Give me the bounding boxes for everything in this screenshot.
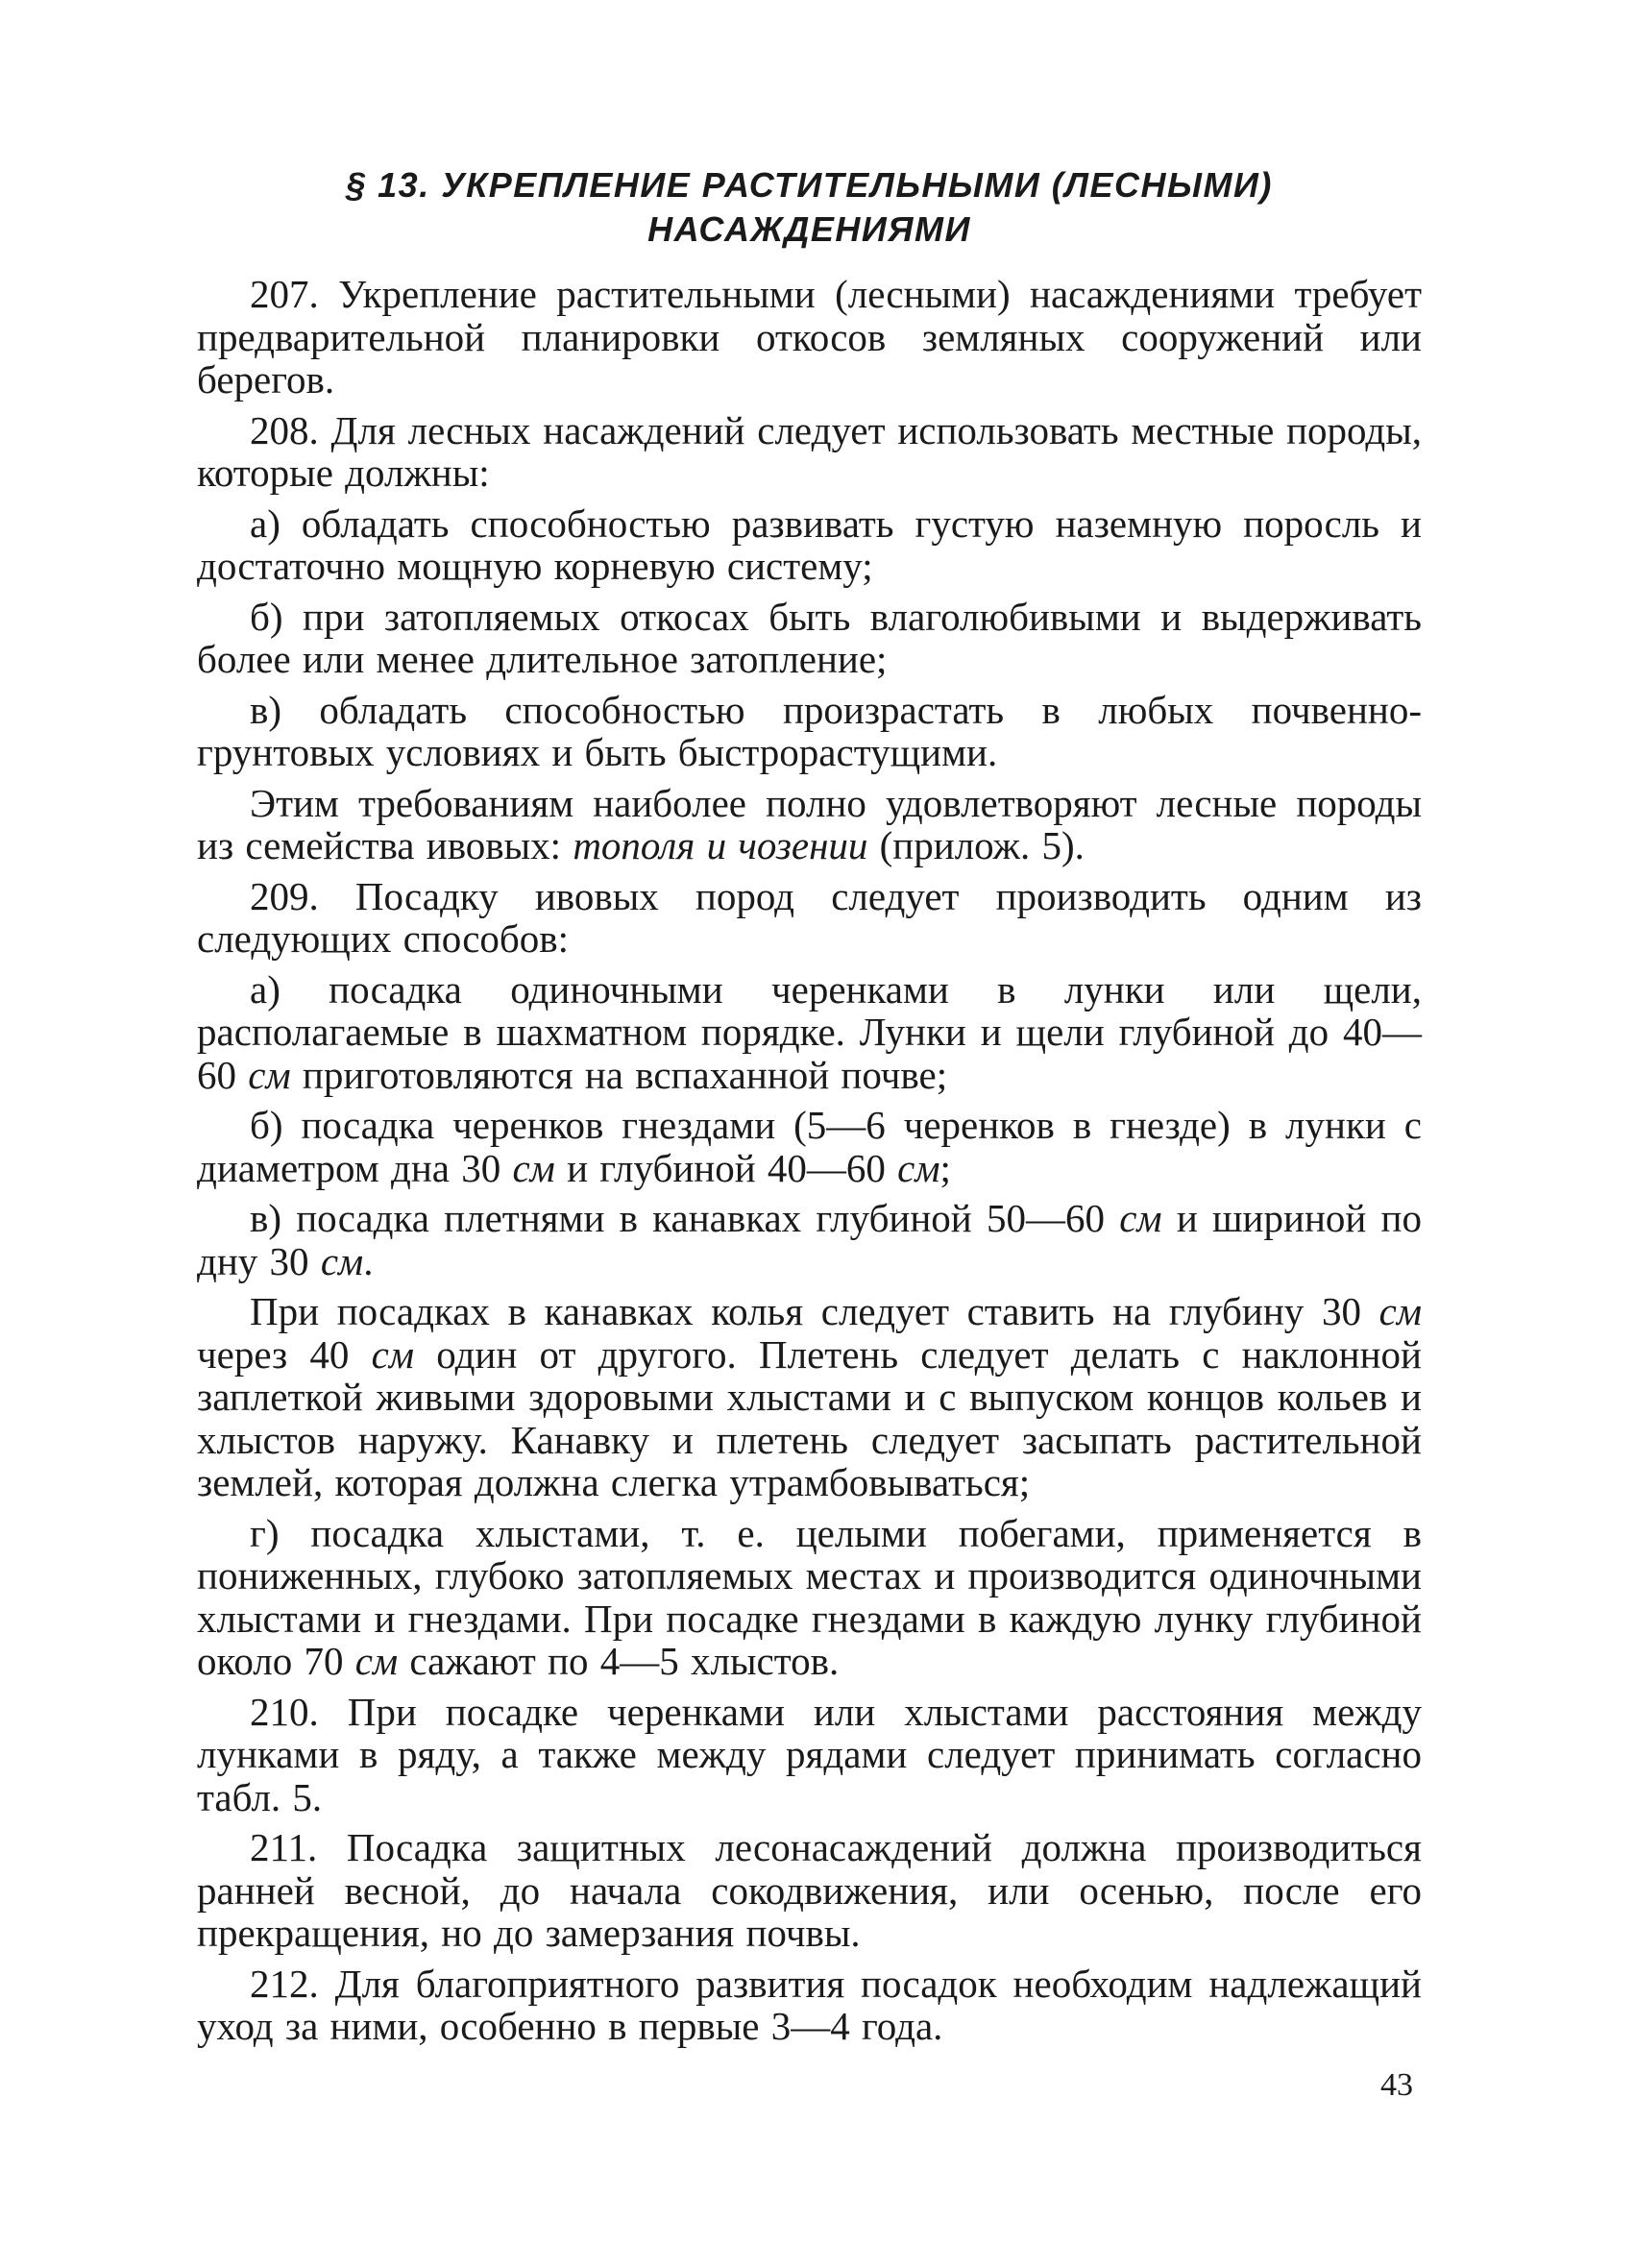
section-heading-line-2: НАСАЖДЕНИЯМИ bbox=[647, 209, 971, 249]
unit-cm: см bbox=[248, 1052, 291, 1097]
paragraph-209-a bbox=[197, 968, 1422, 1097]
text-run: и глубиной 40—60 bbox=[554, 1145, 898, 1190]
paragraph-212: 212. Для благоприятного развития посадок необходим надлежащий уход за ними, особенно в первые 3—4 года. bbox=[197, 1961, 1422, 2048]
italic-species: тополя и чозении bbox=[573, 823, 868, 867]
text-run: сажают по 4—5 хлыстов. bbox=[398, 1639, 840, 1683]
text-run: один от другого. Плетень следует делать с наклонной заплеткой живыми здоровыми хлыстами и с выпуском концов кольев и хлыстов наружу. Канавку и плетень следует засыпать растительной землей, которая должна слегка утрамбовываться; bbox=[197, 1331, 1422, 1504]
unit-cm: см bbox=[1378, 1289, 1422, 1333]
paragraph-211: 211. Посадка защитных лесонасаждений должна производиться ранней весной, до начала сокодвижения, или осенью, после его прекращения, но до замерзания почвы. bbox=[197, 1825, 1422, 1955]
page-number: 43 bbox=[1380, 2067, 1413, 2103]
text-run: через 40 bbox=[197, 1331, 372, 1377]
paragraph-210: 210. При посадке черенками или хлыстами расстояния между лунками в ряду, а также между рядами следует принимать согласно табл. 5. bbox=[197, 1689, 1422, 1819]
paragraph-208-b: б) при затопляемых откосах быть влаголюбивыми и выдерживать более или менее длительное затопление; bbox=[197, 594, 1422, 681]
unit-cm: см bbox=[320, 1238, 364, 1283]
text-run: приготовляются на вспаханной почве; bbox=[290, 1052, 948, 1097]
page-body bbox=[197, 163, 1422, 2056]
text-run: б) посадка черенков гнездами (5—6 черенков в гнезде) в лунки с диаметром дна 30 bbox=[197, 1103, 1422, 1190]
paragraph-207: 207. Укрепление растительными (лесными) насаждениями требует предварительной планировки откосов земляных сооружений или берегов. bbox=[197, 272, 1422, 402]
text-run: ; bbox=[939, 1145, 951, 1190]
paragraph-209-b bbox=[197, 1104, 1422, 1189]
text-run: г) посадка хлыстами, т. е. целыми побегами, применяется в пониженных, глубоко затопляемых местах и производится одиночными хлыстами и гнездами. При посадке гнездами в каждую лунку глубиной около 70 bbox=[197, 1510, 1422, 1683]
paragraph-208-summary bbox=[197, 782, 1422, 867]
paragraph-209-c bbox=[197, 1197, 1422, 1282]
paragraph-209: 209. Посадку ивовых пород следует производить одним из следующих способов: bbox=[197, 873, 1422, 961]
text-run: и шириной по дну 30 bbox=[197, 1196, 1422, 1283]
unit-cm: см bbox=[897, 1145, 940, 1190]
unit-cm: см bbox=[354, 1639, 399, 1683]
section-heading bbox=[197, 163, 1422, 252]
text-run: в) посадка плетнями в канавках глубиной 50—60 bbox=[250, 1196, 1120, 1240]
text-run: (прилож. 5). bbox=[867, 823, 1085, 867]
paragraph-209-d bbox=[197, 1512, 1422, 1683]
text-run: Этим требованиям наиболее полно удовлетворяют лесные породы из семейства ивовых: bbox=[197, 780, 1422, 867]
text-run: При посадках в канавках колья следует ставить на глубину 30 bbox=[250, 1289, 1379, 1333]
unit-cm: см bbox=[512, 1145, 555, 1190]
paragraph-208-a: а) обладать способностью развивать густую наземную поросль и достаточно мощную корневую систему; bbox=[197, 500, 1422, 588]
section-heading-line-1: § 13. УКРЕПЛЕНИЕ РАСТИТЕЛЬНЫМИ (ЛЕСНЫМИ) bbox=[346, 165, 1273, 205]
paragraph-208: 208. Для лесных насаждений следует использовать местные породы, которые должны: bbox=[197, 407, 1422, 495]
unit-cm: см bbox=[371, 1331, 415, 1377]
unit-cm: см bbox=[1119, 1196, 1162, 1240]
paragraph-209-wattle bbox=[197, 1290, 1422, 1504]
text-run: . bbox=[363, 1238, 374, 1283]
paragraph-208-c: в) обладать способностью произрастать в любых почвенно-грунтовых условиях и быть быстрорастущими. bbox=[197, 687, 1422, 774]
text-run: а) посадка одиночными черенками в лунки или щели, располагаемые в шахматном порядке. Лунки и щели глубиной до 40—60 bbox=[197, 966, 1422, 1097]
